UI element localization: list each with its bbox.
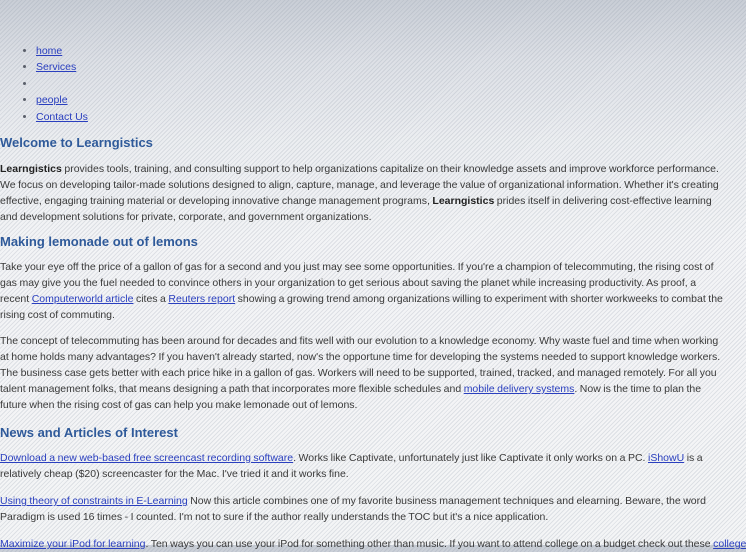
welcome-paragraph — [0, 161, 727, 225]
news-item-3 — [0, 536, 746, 552]
news-item-2-text: Now this article combines one of my favorite business management techniques and elearning. Beware, the word Paradigm is used 16 times - I counted. I'm not to sure if the author really understands the TOC but it's a nice application. — [0, 495, 706, 523]
lemonade-paragraph-1 — [0, 259, 727, 323]
brand-name-2: Learngistics — [432, 195, 495, 207]
nav-item-people — [36, 93, 727, 109]
welcome-text-2: prides itself in delivering cost-effective learning and development solutions for private, corporate, and government organizations. — [0, 195, 712, 223]
welcome-heading: Welcome to Learngistics — [0, 135, 153, 150]
news-item-2 — [0, 493, 727, 525]
nav-item-services — [36, 60, 727, 76]
welcome-section — [0, 135, 727, 225]
nav-item-contact — [36, 110, 727, 126]
brand-name: Learngistics — [0, 163, 62, 175]
nav-link-services[interactable]: Services — [36, 61, 77, 74]
news-item-1 — [0, 450, 727, 482]
welcome-text-1: provides tools, training, and consulting support to help organizations capitalize on their knowledge assets and improve workforce performance. We focus on developing tailor-made solutions designed to align, capture, manage, and leverage the value of organizational information. Whether it's creating effective, engaging training material or developing innovative change management programs, — [0, 163, 719, 207]
nav-item-home — [36, 44, 727, 60]
lemonade-section — [0, 234, 727, 413]
news-section — [0, 425, 746, 552]
lemonade-p2-text-b: . Now is the time to plan the future when the rising cost of gas can help you make lemonade out of lemons. — [0, 383, 702, 411]
screencast-software-link[interactable]: Download a new web-based free screencast recording software — [0, 452, 294, 464]
news-item-3-text: . Ten ways you can use your iPod for something other than music. If you want to attend college on a budget check out these — [145, 538, 714, 550]
theory-of-constraints-link[interactable]: Using theory of constraints in E-Learning — [0, 495, 188, 507]
college-link[interactable]: college — [713, 538, 746, 550]
mobile-delivery-link[interactable]: mobile delivery systems — [463, 383, 575, 395]
lemonade-p1-text-a: Take your eye off the price of a gallon of gas for a second and you just may see some opportunities. If you're a champion of telecommuting, the rising cost of gas may give you the fuel needed to convince others in your organization to get serious about saving the planet while increasing productivity. As proof, a recent — [0, 261, 714, 305]
reuters-report-link[interactable]: Reuters report — [168, 293, 236, 305]
computerworld-article-link[interactable]: Computerworld article — [31, 293, 134, 305]
lemonade-p2-text-a: The concept of telecommuting has been around for decades and fits well with our evolution to a knowledge economy. Why waste fuel and time when working at home holds many advantages? If you haven't already started, now's the opportune time for developing the systems needed to support knowledge workers. The business case gets better with each price hike in a gallon of gas. Workers will need to be supported, trained, tracked, and managed remotely. For all you talent management folks, that means designing a path that incorporates more flexible schedules and — [0, 335, 721, 395]
lemonade-p1-text-c: showing a growing trend among organizations willing to experiment with shorter workweeks to combat the rising cost of commuting. — [0, 293, 723, 321]
nav-link-home[interactable]: home — [36, 45, 63, 57]
ishowu-link[interactable]: iShowU — [647, 452, 685, 464]
news-heading: News and Articles of Interest — [0, 425, 178, 440]
nav-link-contact[interactable]: Contact Us — [36, 110, 88, 123]
lemonade-paragraph-2 — [0, 333, 727, 413]
nav-link-people[interactable]: people — [36, 94, 68, 107]
news-item-1-text-a: . Works like Captivate, unfortunately just like Captivate it only works on a PC. — [293, 452, 648, 464]
news-item-1-text-b: is a relatively cheap ($20) screencaster for the Mac. I've tried it and it works fine. — [0, 452, 703, 480]
ipod-learning-link[interactable]: Maximize your iPod for learning — [0, 538, 146, 550]
lemonade-heading: Making lemonade out of lemons — [0, 234, 198, 249]
nav-item-empty — [36, 77, 727, 93]
main-nav — [0, 0, 727, 126]
lemonade-p1-text-b: cites a — [133, 293, 169, 305]
